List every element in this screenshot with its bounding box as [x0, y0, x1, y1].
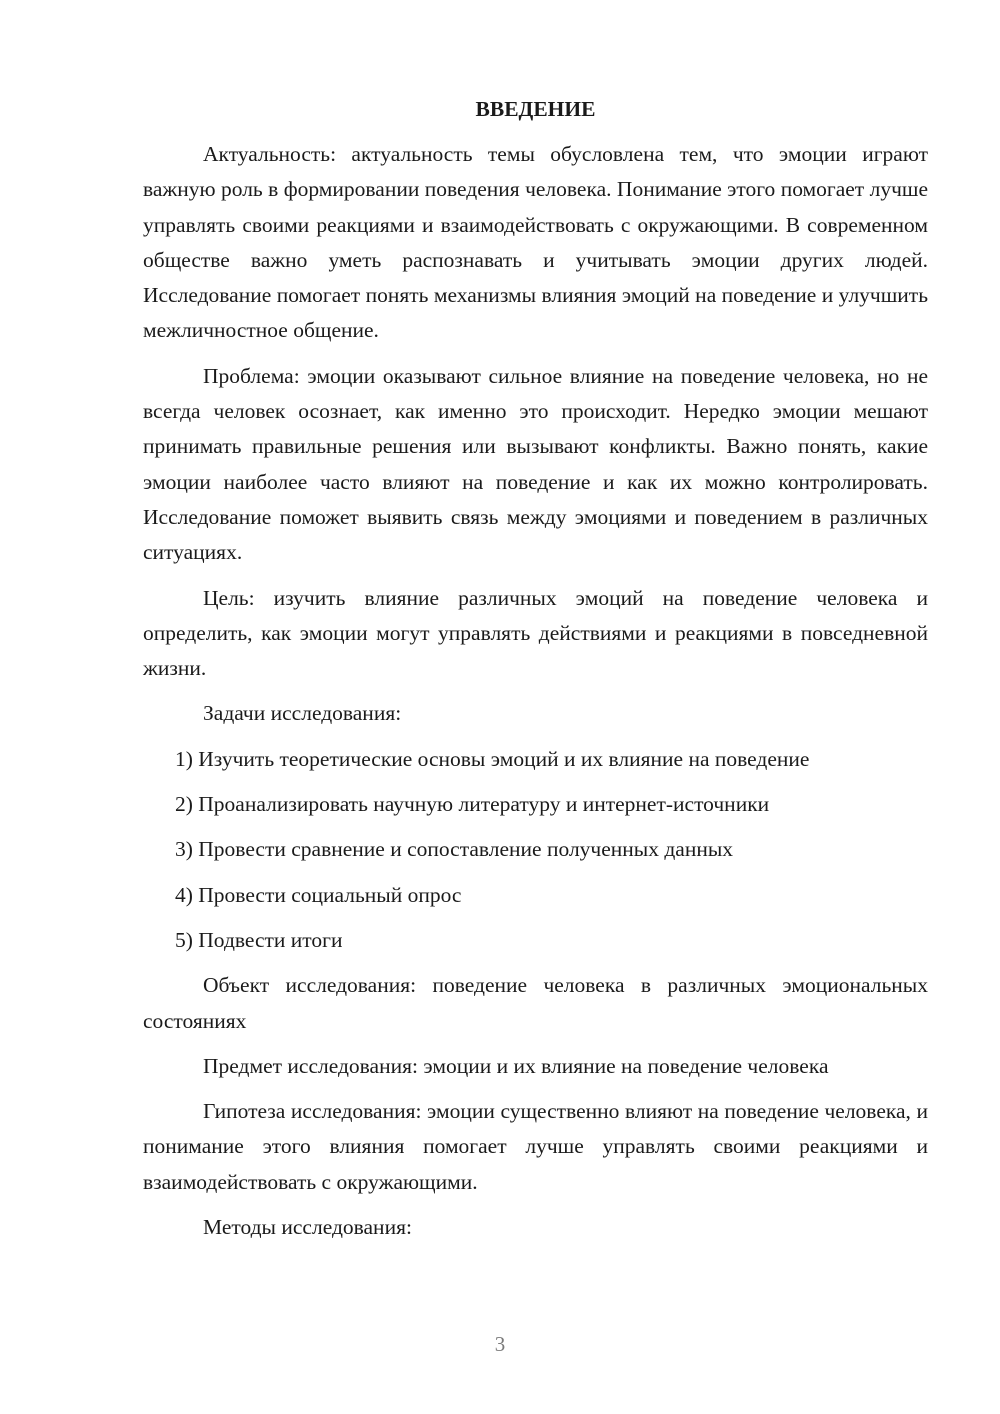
problem-paragraph: Проблема: эмоции оказывают сильное влияние на поведение человека, но не всегда человек осознает, как именно это происходит. Нередко эмоции мешают принимать правильные решения или вызывают конфликты. Важно понять, какие эмоции наиболее часто влияют на поведение и как их можно контролировать. Исследование поможет выявить связь между эмоциями и поведением в различных ситуациях.	[143, 363, 928, 565]
hypothesis-paragraph: Гипотеза исследования: эмоции существенно влияют на поведение человека, и понимание этого влияния помогает лучше управлять своими реакциями и взаимодействовать с окружающими.	[143, 1099, 928, 1194]
methods-heading: Методы исследования:	[203, 1215, 412, 1240]
task-item: 1) Изучить теоретические основы эмоций и их влияние на поведение	[175, 746, 810, 771]
task-item: 5) Подвести итоги	[175, 927, 343, 952]
task-item: 3) Провести сравнение и сопоставление полученных данных	[175, 837, 734, 862]
page-content	[143, 92, 928, 1255]
page-title: ВВЕДЕНИЕ	[475, 97, 596, 121]
tasks-heading: Задачи исследования:	[203, 701, 402, 726]
subject-paragraph: Предмет исследования: эмоции и их влияние на поведение человека	[203, 1053, 829, 1078]
task-item: 4) Провести социальный опрос	[175, 882, 462, 907]
object-paragraph: Объект исследования: поведение человека в различных эмоциональных состояниях	[143, 973, 928, 1033]
tasks-list	[143, 742, 928, 958]
page-number: 3	[494, 1332, 506, 1356]
task-item: 2) Проанализировать научную литературу и интернет-источники	[175, 792, 770, 817]
relevance-paragraph: Актуальность: актуальность темы обусловлена тем, что эмоции играют важную роль в формировании поведения человека. Понимание этого помогает лучше управлять своими реакциями и взаимодействовать с окружающими. В современном обществе важно уметь распознавать и учитывать эмоции других людей. Исследование помогает понять механизмы влияния эмоций на поведение и улучшить межличностное общение.	[143, 142, 928, 343]
goal-paragraph: Цель: изучить влияние различных эмоций на поведение человека и определить, как эмоции могут управлять действиями и реакциями в повседневной жизни.	[143, 585, 928, 681]
